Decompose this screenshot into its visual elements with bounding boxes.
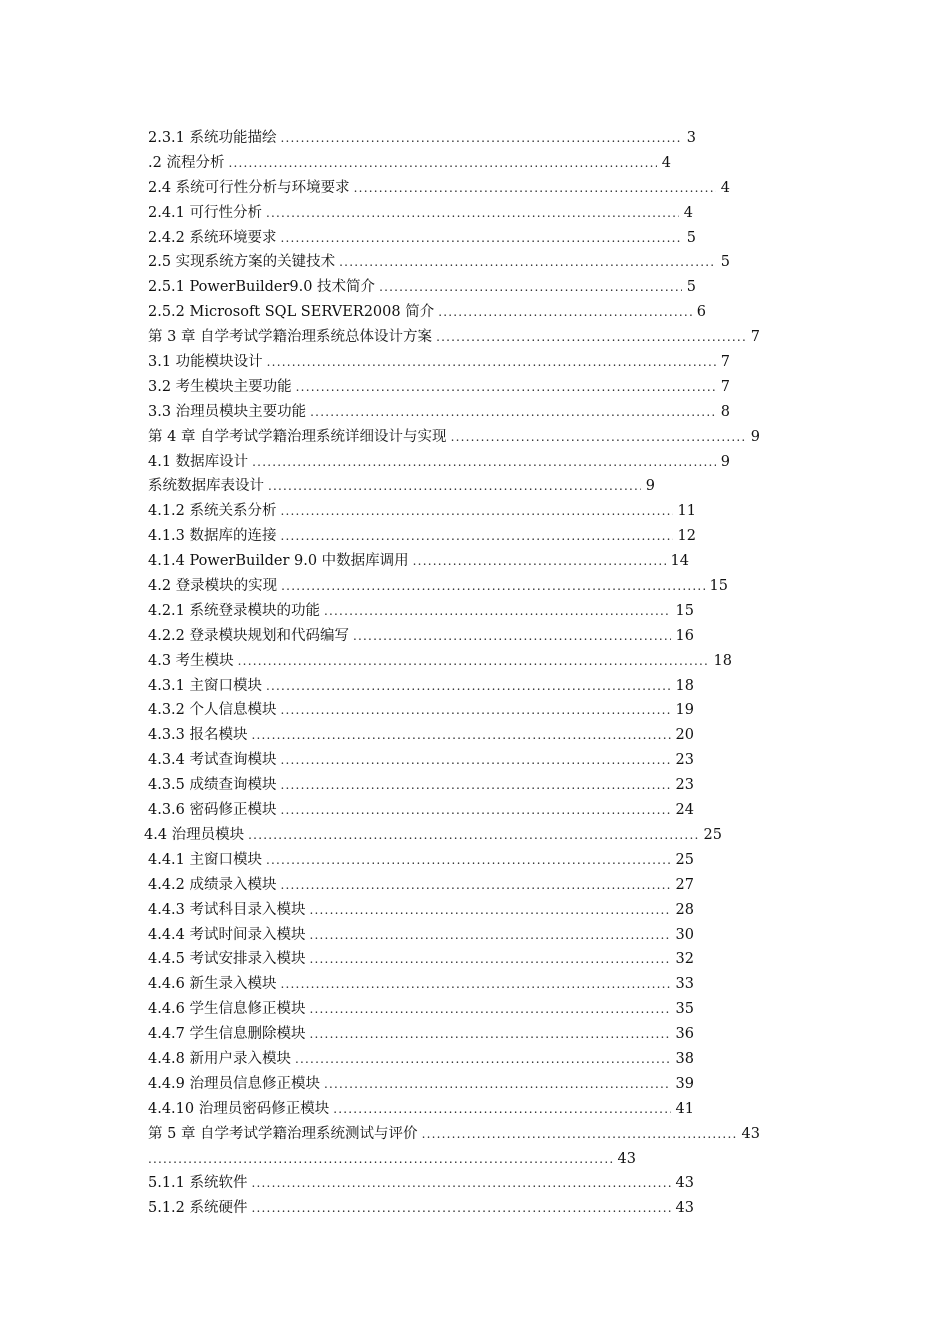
toc-leader	[281, 773, 671, 798]
toc-entry[interactable]	[0, 947, 950, 972]
toc-entry-page: 43	[675, 1200, 694, 1217]
toc-entry-page: 24	[675, 802, 694, 819]
toc-entry-page: 27	[675, 876, 694, 893]
toc-leader	[266, 201, 679, 226]
toc-entry[interactable]	[0, 674, 950, 699]
toc-entry[interactable]	[0, 698, 950, 723]
toc-entry[interactable]	[0, 997, 950, 1022]
toc-entry[interactable]	[0, 250, 950, 275]
toc-entry-title: 2.3.1 系统功能描绘	[148, 130, 277, 146]
toc-leader	[252, 450, 716, 475]
toc-entry-page: 30	[675, 926, 694, 943]
toc-leader	[228, 151, 656, 176]
toc-entry[interactable]	[0, 201, 950, 226]
toc-entry-title: 4.4.5 考试安排录入模块	[148, 951, 306, 968]
toc-entry-page: 43	[741, 1125, 760, 1142]
toc-entry[interactable]	[0, 1047, 950, 1072]
toc-leader	[238, 649, 709, 674]
toc-entry-title: 4.4.10 治理员密码修正模块	[148, 1100, 330, 1117]
toc-entry[interactable]	[0, 1022, 950, 1047]
toc-entry-page: 4	[683, 204, 693, 221]
toc-entry-page: 7	[720, 354, 730, 371]
toc-entry-page: 5	[686, 229, 696, 246]
toc-leader	[248, 823, 698, 848]
toc-entry[interactable]	[0, 176, 950, 201]
toc-entry-title: 4.2.1 系统登录模块的功能	[148, 602, 321, 619]
toc-leader	[354, 176, 716, 201]
toc-entry-page: 9	[750, 428, 760, 445]
toc-entry[interactable]	[0, 748, 950, 773]
toc-leader	[333, 1097, 670, 1122]
toc-entry-page: 9	[645, 478, 655, 495]
toc-entry[interactable]	[0, 1196, 950, 1221]
toc-entry-title: 2.4 系统可行性分析与环境要求	[148, 179, 350, 196]
toc-entry[interactable]	[0, 499, 950, 524]
toc-entry-title: 2.5.2 Microsoft SQL SERVER2008 简介	[148, 304, 435, 321]
toc-entry-page: 19	[675, 702, 694, 719]
toc-entry-page: 43	[675, 1175, 694, 1192]
toc-entry[interactable]	[0, 400, 950, 425]
toc-entry-page: 5	[686, 279, 696, 296]
toc-entry-page: 25	[675, 851, 694, 868]
toc-leader	[252, 1171, 671, 1196]
toc-entry-title: 4.3.5 成绩查询模块	[148, 777, 277, 794]
toc-entry-title: 3.1 功能模块设计	[148, 354, 263, 371]
toc-entry-page: 6	[696, 304, 706, 321]
toc-entry-page: 14	[670, 553, 689, 570]
toc-entry-page: 28	[675, 901, 694, 918]
toc-entry[interactable]	[0, 898, 950, 923]
toc-entry-title: 4.4.6 新生录入模块	[148, 976, 277, 993]
toc-leader	[268, 474, 641, 499]
toc-entry[interactable]	[0, 923, 950, 948]
toc-entry-title: .2 流程分析	[148, 154, 225, 171]
toc-entry-page: 7	[720, 378, 730, 395]
toc-entry[interactable]	[0, 649, 950, 674]
toc-entry-page: 41	[675, 1100, 694, 1117]
toc-leader	[281, 873, 671, 898]
toc-entry-page: 18	[675, 677, 694, 694]
toc-entry[interactable]	[0, 848, 950, 873]
table-of-contents	[0, 126, 950, 1221]
toc-entry-title: 4.2 登录模块的实现	[148, 578, 278, 595]
toc-entry[interactable]	[0, 1072, 950, 1097]
toc-entry-page: 15	[709, 578, 728, 595]
toc-leader	[413, 549, 666, 574]
toc-entry-page: 8	[720, 403, 730, 420]
toc-entry[interactable]	[0, 450, 950, 475]
toc-leader	[310, 898, 671, 923]
toc-entry-page: 39	[675, 1075, 694, 1092]
toc-leader	[148, 1147, 613, 1172]
toc-leader	[353, 624, 671, 649]
toc-leader	[310, 947, 671, 972]
toc-entry-title: 4.4.6 学生信息修正模块	[148, 1001, 306, 1018]
toc-entry-page: 25	[703, 826, 722, 843]
toc-entry-title: 4.4.9 治理员信息修正模块	[148, 1075, 321, 1092]
toc-entry[interactable]	[0, 425, 950, 450]
toc-entry[interactable]	[0, 972, 950, 997]
toc-entry[interactable]	[0, 524, 950, 549]
toc-entry-title: 4.4.3 考试科目录入模块	[148, 901, 306, 918]
toc-entry-title: 5.1.1 系统软件	[148, 1175, 248, 1192]
toc-entry[interactable]	[0, 1147, 950, 1172]
toc-leader	[422, 1122, 737, 1147]
toc-entry[interactable]	[0, 798, 950, 823]
toc-entry[interactable]	[0, 126, 950, 151]
toc-entry-page: 7	[750, 329, 760, 346]
toc-entry[interactable]	[0, 873, 950, 898]
toc-entry-page: 36	[675, 1026, 694, 1043]
toc-entry-title: 4.1 数据库设计	[148, 453, 249, 470]
toc-entry-title: 4.3.1 主窗口模块	[148, 677, 263, 694]
toc-entry-title: 5.1.2 系统硬件	[148, 1200, 248, 1217]
toc-leader	[324, 599, 671, 624]
toc-leader	[266, 674, 671, 699]
toc-leader	[310, 997, 671, 1022]
toc-entry-title: 4.4.4 考试时间录入模块	[148, 926, 306, 943]
toc-entry-page: 12	[677, 528, 696, 545]
toc-entry[interactable]	[0, 574, 950, 599]
toc-entry-title: 系统数据库表设计	[148, 478, 264, 495]
toc-entry-title: 第 4 章 自学考试学籍治理系统详细设计与实现	[148, 428, 447, 445]
toc-entry[interactable]	[0, 1097, 950, 1122]
toc-entry[interactable]	[0, 1122, 950, 1147]
toc-leader	[252, 723, 671, 748]
toc-entry-title: 4.4.7 学生信息删除模块	[148, 1026, 306, 1043]
toc-entry-title: 2.5.1 PowerBuilder9.0 技术简介	[148, 279, 376, 296]
toc-entry-title: 2.4.2 系统环境要求	[148, 229, 277, 246]
toc-entry-title: 3.3 治理员模块主要功能	[148, 403, 307, 420]
toc-entry[interactable]	[0, 549, 950, 574]
toc-entry-title: 4.4.1 主窗口模块	[148, 851, 263, 868]
toc-leader	[296, 375, 716, 400]
toc-entry-page: 23	[675, 752, 694, 769]
toc-leader	[451, 425, 746, 450]
toc-entry-page: 32	[675, 951, 694, 968]
toc-entry[interactable]	[0, 624, 950, 649]
toc-entry-page: 4	[661, 154, 671, 171]
toc-entry-page: 3	[686, 130, 696, 146]
toc-entry-page: 18	[713, 652, 732, 669]
toc-entry-page: 38	[675, 1050, 694, 1067]
toc-leader	[379, 275, 682, 300]
toc-leader	[281, 798, 671, 823]
toc-leader	[252, 1196, 671, 1221]
toc-entry[interactable]	[0, 350, 950, 375]
toc-entry-title: 第 5 章 自学考试学籍治理系统测试与评价	[148, 1125, 418, 1142]
toc-leader	[436, 325, 746, 350]
toc-leader	[281, 499, 673, 524]
toc-entry-page: 5	[720, 254, 730, 271]
toc-leader	[267, 350, 716, 375]
toc-entry-page: 43	[617, 1150, 636, 1167]
toc-entry-page: 20	[675, 727, 694, 744]
toc-entry[interactable]	[0, 300, 950, 325]
toc-entry-title: 4.4.8 新用户录入模块	[148, 1050, 292, 1067]
toc-entry[interactable]	[0, 599, 950, 624]
toc-entry-page: 15	[675, 602, 694, 619]
toc-entry-title: 4.3.3 报名模块	[148, 727, 248, 744]
toc-entry-title: 2.4.1 可行性分析	[148, 204, 263, 221]
toc-leader	[281, 698, 671, 723]
toc-leader	[295, 1047, 671, 1072]
toc-entry[interactable]	[0, 325, 950, 350]
toc-leader	[281, 524, 673, 549]
toc-entry-page: 11	[677, 503, 696, 520]
toc-leader	[281, 574, 704, 599]
toc-entry-title: 4.2.2 登录模块规划和代码编写	[148, 627, 350, 644]
toc-entry[interactable]	[0, 823, 950, 848]
toc-entry[interactable]	[0, 773, 950, 798]
toc-entry-title: 3.2 考生模块主要功能	[148, 378, 292, 395]
toc-entry[interactable]	[0, 474, 950, 499]
toc-leader	[324, 1072, 671, 1097]
toc-entry-title: 4.4 治理员模块	[144, 826, 245, 843]
toc-entry-title: 4.1.3 数据库的连接	[148, 528, 277, 545]
toc-leader	[339, 250, 716, 275]
toc-leader	[310, 923, 671, 948]
toc-entry-page: 33	[675, 976, 694, 993]
toc-entry[interactable]	[0, 1171, 950, 1196]
toc-entry-title: 4.3.4 考试查询模块	[148, 752, 277, 769]
toc-leader	[310, 400, 716, 425]
toc-leader	[281, 972, 671, 997]
toc-leader	[281, 226, 682, 251]
toc-entry-page: 9	[720, 453, 730, 470]
toc-entry-title: 4.1.2 系统关系分析	[148, 503, 277, 520]
toc-entry[interactable]	[0, 723, 950, 748]
toc-entry-title: 2.5 实现系统方案的关键技术	[148, 254, 336, 271]
toc-entry[interactable]	[0, 226, 950, 251]
toc-entry-title: 4.1.4 PowerBuilder 9.0 中数据库调用	[148, 553, 409, 570]
toc-entry-page: 23	[675, 777, 694, 794]
toc-entry-title: 第 3 章 自学考试学籍治理系统总体设计方案	[148, 329, 433, 346]
toc-leader	[281, 748, 671, 773]
toc-entry-page: 4	[720, 179, 730, 196]
toc-entry[interactable]	[0, 275, 950, 300]
toc-entry-page: 16	[675, 627, 694, 644]
toc-entry[interactable]	[0, 375, 950, 400]
toc-leader	[438, 300, 692, 325]
toc-entry-title: 4.3.6 密码修正模块	[148, 802, 277, 819]
toc-entry[interactable]	[0, 151, 950, 176]
toc-entry-page: 35	[675, 1001, 694, 1018]
toc-entry-title: 4.3 考生模块	[148, 652, 234, 669]
toc-leader	[281, 126, 682, 151]
toc-leader	[266, 848, 671, 873]
toc-entry-title: 4.4.2 成绩录入模块	[148, 876, 277, 893]
toc-leader	[310, 1022, 671, 1047]
toc-entry-title: 4.3.2 个人信息模块	[148, 702, 277, 719]
